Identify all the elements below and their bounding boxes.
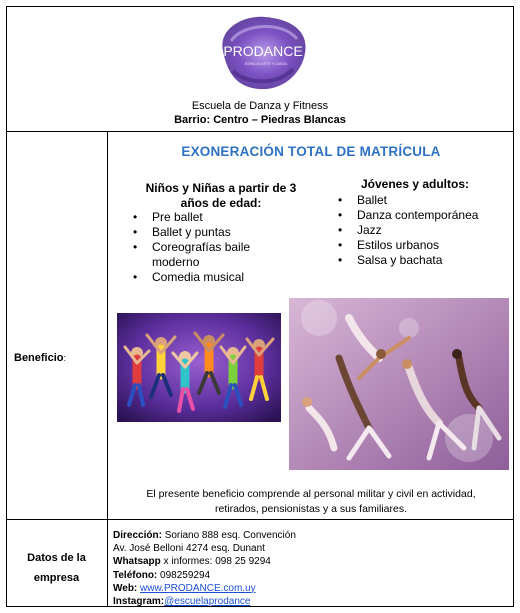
logo-wordmark: PRODANCE bbox=[223, 43, 303, 59]
logo-subtitle: ESPACIO ARTE Y DANZA bbox=[244, 62, 288, 66]
kids-heading-line2: años de edad: bbox=[180, 196, 262, 210]
kids-dancing-photo bbox=[117, 313, 281, 422]
kids-heading-line1: Niños y Niñas a partir de 3 bbox=[145, 181, 297, 195]
kids-class-list bbox=[130, 210, 300, 285]
row-divider-benefit bbox=[6, 519, 514, 520]
company-label-line1: Datos de la bbox=[27, 552, 86, 564]
address-line-2: Av. José Belloni 4274 esq. Dunant bbox=[113, 543, 265, 555]
phone-value: 098259294 bbox=[160, 569, 211, 581]
whatsapp-line bbox=[113, 555, 296, 568]
prodance-logo bbox=[213, 11, 313, 95]
row-divider-header bbox=[6, 131, 514, 132]
company-label-line2: empresa bbox=[33, 572, 80, 584]
address-label: Dirección: bbox=[113, 530, 162, 541]
instagram-link[interactable]: @escuelaprodance bbox=[164, 596, 251, 608]
benefit-note-line1: El presente beneficio comprende al personal militar y civil en actividad, bbox=[146, 488, 476, 500]
address-line-1 bbox=[113, 529, 296, 542]
company-label bbox=[6, 548, 107, 588]
web-line bbox=[113, 582, 296, 595]
column-divider bbox=[107, 131, 108, 607]
list-item: • Jazz bbox=[335, 223, 515, 238]
benefit-label bbox=[14, 352, 66, 364]
adults-heading: Jóvenes y adultos: bbox=[360, 177, 470, 191]
list-item: • Pre ballet bbox=[130, 210, 300, 225]
benefit-title: EXONERACIÓN TOTAL DE MATRÍCULA bbox=[181, 144, 441, 159]
phone-label: Teléfono: bbox=[113, 569, 158, 581]
instagram-label: Instagram: bbox=[113, 596, 165, 608]
barrio-line: Barrio: Centro – Piedras Blancas bbox=[174, 114, 346, 126]
list-item: • Salsa y bachata bbox=[335, 253, 515, 268]
whatsapp-value: x informes: 098 25 9294 bbox=[163, 556, 271, 568]
list-item: • Ballet bbox=[335, 193, 515, 208]
web-label: Web: bbox=[113, 582, 138, 594]
benefit-label-text: Beneficio bbox=[14, 352, 64, 364]
phone-line bbox=[113, 569, 296, 582]
benefit-label-colon: : bbox=[63, 353, 67, 363]
list-item: • Comedia musical bbox=[130, 270, 300, 285]
list-item: • Estilos urbanos bbox=[335, 238, 515, 253]
adults-class-list bbox=[335, 193, 515, 268]
benefit-note bbox=[108, 487, 514, 517]
list-item: • Coreografías baile moderno bbox=[130, 240, 300, 270]
ballet-dancers-photo bbox=[289, 298, 509, 470]
list-item: • Ballet y puntas bbox=[130, 225, 300, 240]
contact-details bbox=[113, 529, 296, 608]
school-name: Escuela de Danza y Fitness bbox=[191, 100, 329, 112]
instagram-line bbox=[113, 595, 296, 608]
web-link[interactable]: www.PRODANCE.com.uy bbox=[140, 582, 256, 594]
address-value-1: Soriano 888 esq. Convención bbox=[164, 530, 296, 541]
benefit-note-line2: retirados, pensionistas y a sus familiares. bbox=[215, 503, 407, 515]
list-item: • Danza contemporánea bbox=[335, 208, 515, 223]
whatsapp-label: Whatsapp bbox=[113, 556, 161, 568]
kids-heading bbox=[126, 181, 316, 211]
